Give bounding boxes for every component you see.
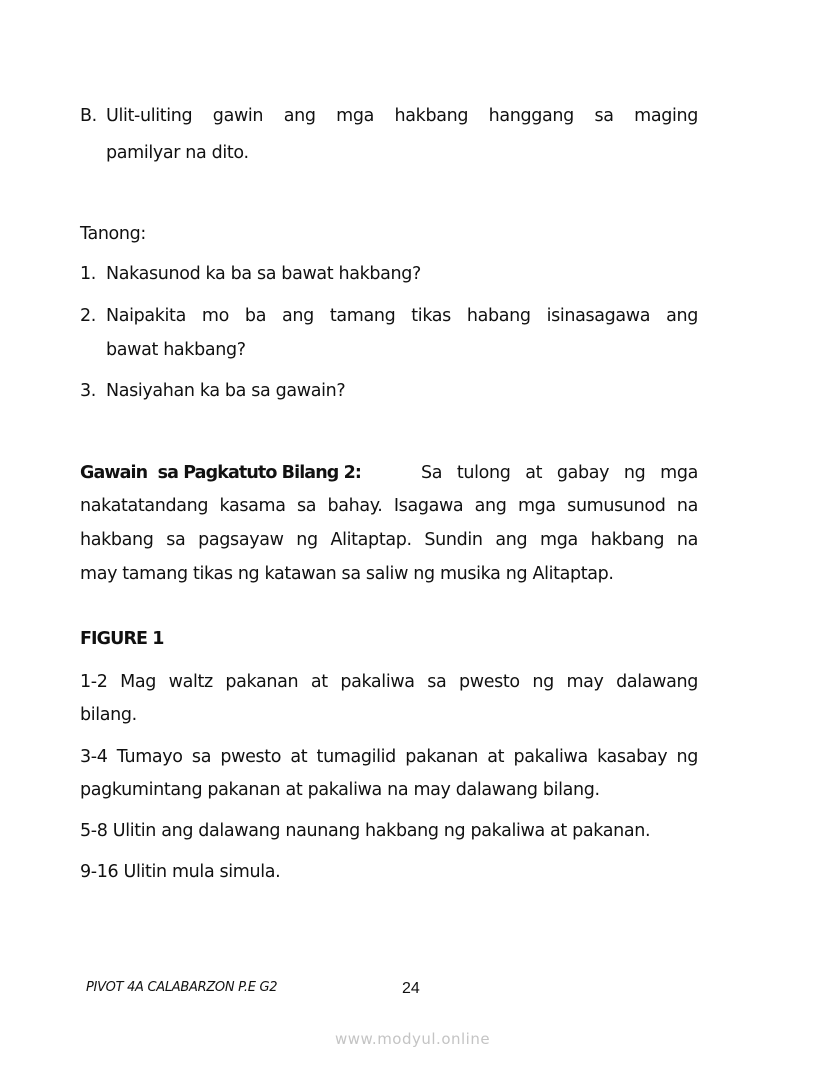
activity-line-1 xyxy=(80,461,698,485)
item-b-line-1: Ulit-uliting gawin ang mga hakbang hanggang sa maging xyxy=(106,106,698,126)
question-3-number: 3. xyxy=(80,381,96,401)
watermark: www.modyul.online xyxy=(335,1030,491,1048)
activity-line-3: hakbang sa pagsayaw ng Alitaptap. Sundin ang mga hakbang na xyxy=(80,530,698,550)
page-number: 24 xyxy=(402,980,420,997)
step-2-line-1: 3-4 Tumayo sa pwesto at tumagilid pakanan at pakaliwa kasabay ng xyxy=(80,747,698,767)
activity-line-1-rest: Sa tulong at gabay ng mga xyxy=(420,463,698,483)
figure-heading: FIGURE 1 xyxy=(80,629,164,649)
activity-line-2: nakatatandang kasama sa bahay. Isagawa ang mga sumusunod na xyxy=(80,496,698,516)
question-3-text: Nasiyahan ka ba sa gawain? xyxy=(106,381,346,401)
question-2-line-2: bawat hakbang? xyxy=(106,340,246,360)
footer-module-label: PIVOT 4A CALABARZON P.E G2 xyxy=(86,980,278,995)
question-1-text: Nakasunod ka ba sa bawat hakbang? xyxy=(106,264,421,284)
question-2-number: 2. xyxy=(80,306,96,326)
step-2-line-2: pagkumintang pakanan at pakaliwa na may dalawang bilang. xyxy=(80,780,600,800)
activity-line-4: may tamang tikas ng katawan sa saliw ng musika ng Alitaptap. xyxy=(80,564,614,584)
step-1-line-2: bilang. xyxy=(80,705,137,725)
step-4-line-1: 9-16 Ulitin mula simula. xyxy=(80,862,281,882)
item-b-line-2: pamilyar na dito. xyxy=(106,143,249,163)
questions-heading: Tanong: xyxy=(80,224,146,244)
step-1-line-1: 1-2 Mag waltz pakanan at pakaliwa sa pwesto ng may dalawang xyxy=(80,672,698,692)
step-3-line-1: 5-8 Ulitin ang dalawang naunang hakbang ng pakaliwa at pakanan. xyxy=(80,821,651,841)
question-2-line-1: Naipakita mo ba ang tamang tikas habang isinasagawa ang xyxy=(106,306,698,326)
question-1-number: 1. xyxy=(80,264,96,284)
item-b-marker: B. xyxy=(80,106,97,126)
activity-title: Gawain sa Pagkatuto Bilang 2: xyxy=(80,463,361,483)
